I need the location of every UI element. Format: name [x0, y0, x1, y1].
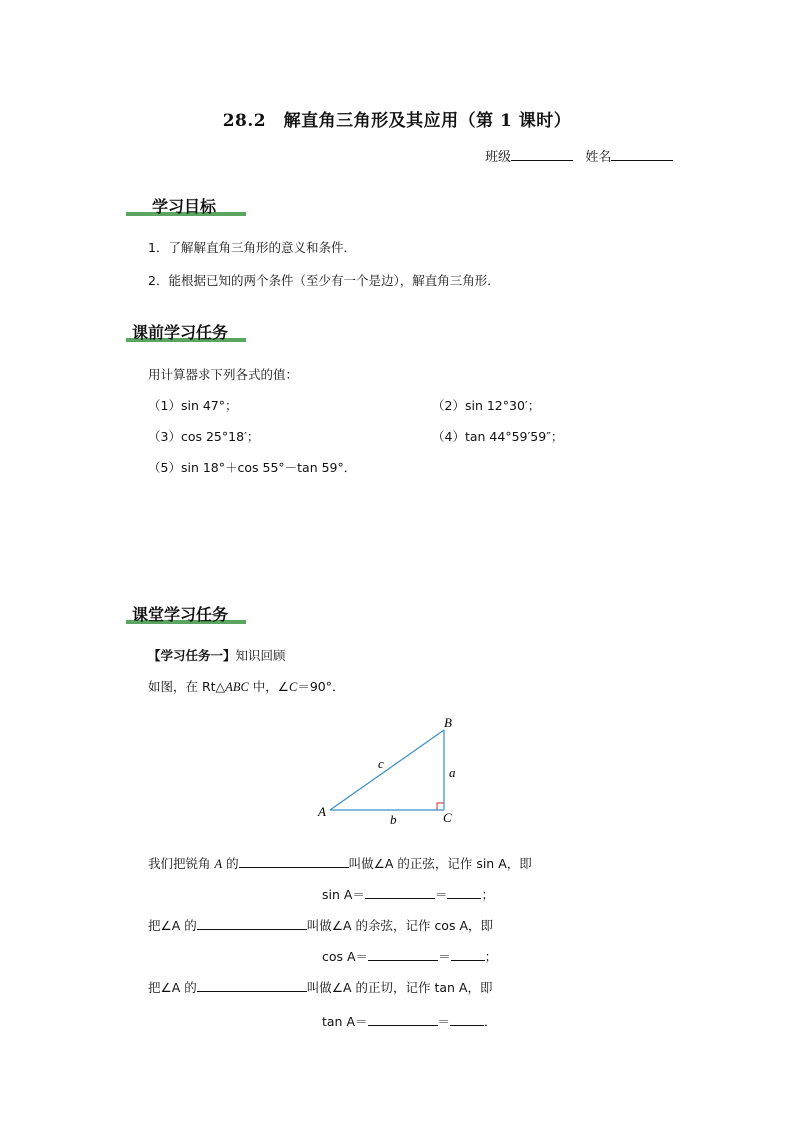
cosine-definition-blank[interactable]	[197, 915, 307, 930]
figure-intro	[148, 677, 344, 695]
vertex-c-label: C	[443, 810, 452, 825]
right-angle-mark	[437, 803, 444, 810]
sine-mid: 的	[222, 856, 239, 871]
cosine-formula-blank-1[interactable]	[368, 946, 438, 961]
sine-formula	[322, 884, 494, 903]
cosine-definition	[148, 915, 493, 934]
task-one-label: 【学习任务一】	[148, 648, 236, 663]
exercise-2: （2）sin 12°30′；	[432, 398, 541, 413]
name-blank[interactable]	[611, 146, 673, 161]
sine-definition-blank[interactable]	[239, 853, 349, 868]
tangent-definition-blank[interactable]	[197, 977, 307, 992]
cosine-formula-blank-2[interactable]	[451, 946, 485, 961]
cosine-formula	[322, 946, 497, 965]
tangent-formula-eq: ＝	[437, 1014, 451, 1029]
intro-mid: 中，∠	[248, 679, 289, 694]
side-c-label: c	[378, 756, 384, 771]
right-triangle-figure	[310, 712, 470, 827]
exercise-1: （1）sin 47°；	[148, 398, 238, 413]
cosine-suffix: 叫做∠A 的余弦，记作 cos A，即	[306, 918, 493, 933]
exercise-4: （4）tan 44°59′59″；	[432, 429, 564, 444]
cosine-formula-end: ；	[484, 949, 498, 964]
sine-prefix: 我们把锐角	[148, 856, 215, 871]
sine-formula-blank-1[interactable]	[365, 884, 435, 899]
class-label: 班级	[485, 150, 512, 165]
task-one-title: 知识回顾	[235, 648, 286, 663]
intro-suffix: ＝90°．	[297, 679, 345, 694]
preclass-intro: 用计算器求下列各式的值：	[148, 367, 299, 382]
cosine-formula-eq: ＝	[438, 949, 451, 964]
sine-var: A	[214, 857, 223, 871]
tangent-formula-blank-2[interactable]	[450, 1011, 484, 1026]
exercise-5: （5）sin 18°＋cos 55°－tan 59°．	[148, 460, 357, 475]
side-a-label: a	[449, 765, 456, 780]
intro-triangle-name: ABC	[225, 680, 249, 694]
goal-item-1: 1．了解解直角三角形的意义和条件．	[148, 240, 356, 255]
intro-angle-c: C	[288, 680, 298, 694]
tangent-formula-lhs: tan A＝	[322, 1014, 368, 1029]
intro-prefix: 如图，在 Rt△	[148, 679, 226, 694]
side-c-line	[330, 730, 444, 810]
side-b-label: b	[390, 812, 397, 827]
sine-formula-end: ；	[481, 887, 494, 902]
page-title: 28.2 解直角三角形及其应用（第 1 课时）	[222, 111, 572, 131]
tangent-definition	[148, 977, 492, 996]
tangent-formula-blank-1[interactable]	[368, 1011, 438, 1026]
tangent-formula-end: ．	[484, 1014, 497, 1029]
class-blank[interactable]	[511, 146, 573, 161]
tangent-prefix: 把∠A 的	[148, 980, 197, 995]
sine-formula-blank-2[interactable]	[447, 884, 481, 899]
tangent-suffix: 叫做∠A 的正切，记作 tan A，即	[306, 980, 493, 995]
tangent-formula	[322, 1011, 497, 1030]
sine-formula-eq: ＝	[434, 887, 448, 902]
goal-item-2: 2．能根据已知的两个条件（至少有一个是边），解直角三角形．	[148, 273, 500, 288]
vertex-b-label: B	[444, 715, 452, 730]
task-one-line	[148, 646, 286, 664]
class-name-line	[485, 146, 673, 165]
cosine-formula-lhs: cos A＝	[322, 949, 369, 964]
section-inclass-heading: 课堂学习任务	[132, 605, 229, 624]
sine-suffix: 叫做∠A 的正弦，记作 sin A，即	[348, 856, 532, 871]
sine-definition	[148, 853, 532, 872]
sine-formula-lhs: sin A＝	[322, 887, 365, 902]
section-preclass-heading: 课前学习任务	[132, 323, 229, 342]
name-label: 姓名	[585, 150, 612, 165]
cosine-prefix: 把∠A 的	[148, 918, 197, 933]
exercise-3: （3）cos 25°18′；	[148, 429, 260, 444]
vertex-a-label: A	[318, 804, 326, 819]
section-goals-heading: 学习目标	[152, 197, 217, 216]
